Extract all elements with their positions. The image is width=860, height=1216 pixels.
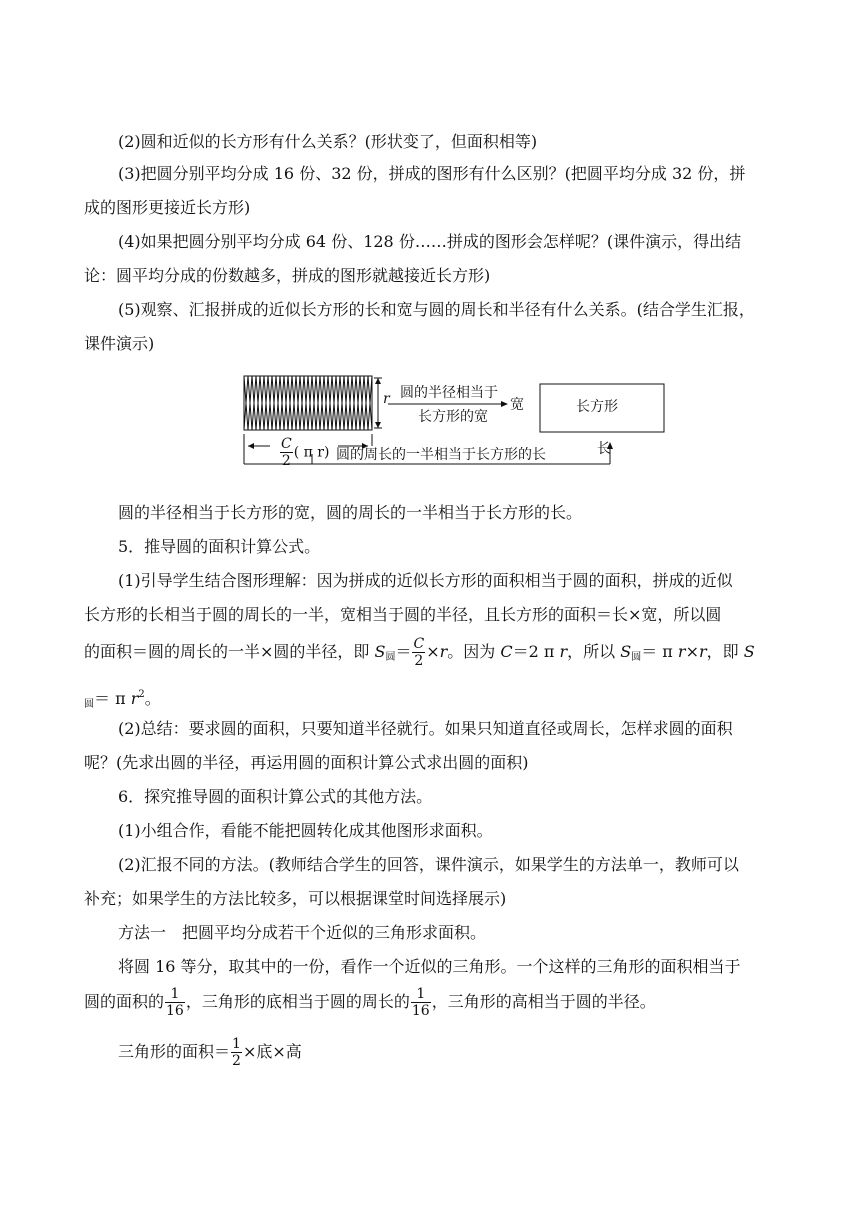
paragraph-line: 方法一 把圆平均分成若干个近似的三角形求面积。: [118, 923, 487, 942]
arrow-text-1: 圆的半径相当于: [400, 385, 498, 401]
circle-to-rectangle-figure: [240, 370, 680, 468]
half-circumference-label: [279, 436, 329, 469]
width-label: 宽: [510, 397, 524, 413]
symbol-r: r: [439, 642, 448, 661]
paragraph-line: (1)引导学生结合图形理解：因为拼成的近似长方形的面积相当于圆的面积，拼成的近似: [118, 571, 733, 590]
paragraph-line: 补充；如果学生的方法比较多，可以根据课堂时间选择展示): [84, 889, 507, 908]
bottom-caption: 圆的周长的一半相当于长方形的长: [336, 447, 546, 463]
radius-label: r: [383, 391, 390, 407]
text-span: ，所以: [567, 642, 621, 661]
pi-r-label: ( π r): [293, 444, 330, 461]
fraction-denominator: 2: [232, 1053, 241, 1069]
text-span: ×底×高: [242, 1042, 302, 1061]
text-span: 。因为: [447, 642, 501, 661]
text-span: ×: [426, 642, 440, 661]
paragraph-line: 论：圆平均分成的份数越多，拼成的图形就越接近长方形): [84, 266, 491, 285]
formula-line: [84, 984, 784, 1020]
arrow-text-2: 长方形的宽: [418, 409, 488, 425]
paragraph-line: (1)小组合作，看能不能把圆转化成其他图形求面积。: [118, 821, 493, 840]
symbol-s: S: [743, 642, 755, 661]
formula-line: [84, 634, 784, 676]
fraction-numerator: 1: [411, 986, 431, 1003]
superscript: 2: [138, 689, 145, 700]
text-span: ×: [685, 642, 699, 661]
fraction-denominator: 2: [281, 453, 291, 469]
paragraph-line: 将圆 16 等分，取其中的一份，看作一个近似的三角形。一个这样的三角形的面积相当于: [118, 957, 741, 976]
text-span: ＝2 π: [512, 642, 560, 661]
symbol-s: S: [374, 642, 386, 661]
fraction-numerator: C: [281, 436, 292, 452]
fraction-denominator: 16: [411, 1003, 430, 1019]
text-span: ，即: [706, 642, 744, 661]
symbol-r: r: [698, 642, 707, 661]
symbol-r: r: [130, 689, 139, 708]
paragraph-line: 长方形的长相当于圆的周长的一半，宽相当于圆的半径，且长方形的面积＝长×宽，所以圆: [84, 605, 722, 624]
symbol-r: r: [677, 642, 686, 661]
text-span: ，三角形的底相当于圆的周长的: [185, 992, 410, 1011]
paragraph-line: 成的图形更接近长方形): [84, 198, 251, 217]
fraction-denominator: 16: [166, 1003, 184, 1019]
subscript: 圆: [385, 652, 396, 663]
fraction-numerator: 1: [232, 1036, 241, 1052]
length-label: 长: [597, 441, 611, 457]
subscript: 圆: [84, 699, 94, 710]
symbol-c: C: [500, 642, 513, 661]
subscript: 圆: [631, 652, 642, 663]
section-heading: 6．探究推导圆的面积计算公式的其他方法。: [118, 787, 433, 806]
section-heading: 5．推导圆的面积计算公式。: [118, 537, 321, 556]
symbol-s: S: [620, 642, 632, 661]
fraction-denominator: 2: [414, 653, 424, 669]
paragraph-line: (3)把圆分别平均分成 16 份、32 份，拼成的图形有什么区别？(把圆平均分成 32 份，拼: [118, 164, 746, 183]
paragraph-line: (2)圆和近似的长方形有什么关系？(形状变了，但面积相等): [118, 132, 538, 151]
paragraph-line: 圆的半径相当于长方形的宽，圆的周长的一半相当于长方形的长。: [118, 503, 583, 522]
paragraph-line: 课件演示): [84, 334, 155, 353]
text-span: 。: [144, 689, 161, 708]
fraction-numerator: 1: [165, 986, 185, 1003]
text-span: ＝ π: [641, 642, 678, 661]
text-span: 三角形的面积＝: [118, 1042, 231, 1061]
paragraph-line: (2)汇报不同的方法。(教师结合学生的回答，课件演示，如果学生的方法单一，教师可以: [118, 855, 739, 874]
symbol-r: r: [559, 642, 568, 661]
formula-line: [118, 1034, 784, 1070]
paragraph-line: (5)观察、汇报拼成的近似长方形的长和宽与圆的周长和半径有什么关系。(结合学生汇报，: [118, 300, 755, 319]
text-span: ＝ π: [94, 689, 131, 708]
fraction-numerator: C: [413, 636, 425, 652]
text-span: 的面积＝圆的周长的一半×圆的半径，即: [84, 642, 375, 661]
rectangle-label: 长方形: [576, 399, 618, 415]
paragraph-line: 呢？(先求出圆的半径，再运用圆的面积计算公式求出圆的面积): [84, 753, 529, 772]
text-span: 圆的面积的: [84, 992, 165, 1011]
formula-line: [84, 684, 784, 716]
text-span: ，三角形的高相当于圆的半径。: [431, 992, 656, 1011]
text-span: ＝: [395, 642, 412, 661]
paragraph-line: (2)总结：要求圆的面积，只要知道半径就行。如果只知道直径或周长，怎样求圆的面积: [118, 719, 733, 738]
paragraph-line: (4)如果把圆分别平均分成 64 份、128 份……拼成的图形会怎样呢？(课件演示，得出结: [118, 232, 742, 251]
